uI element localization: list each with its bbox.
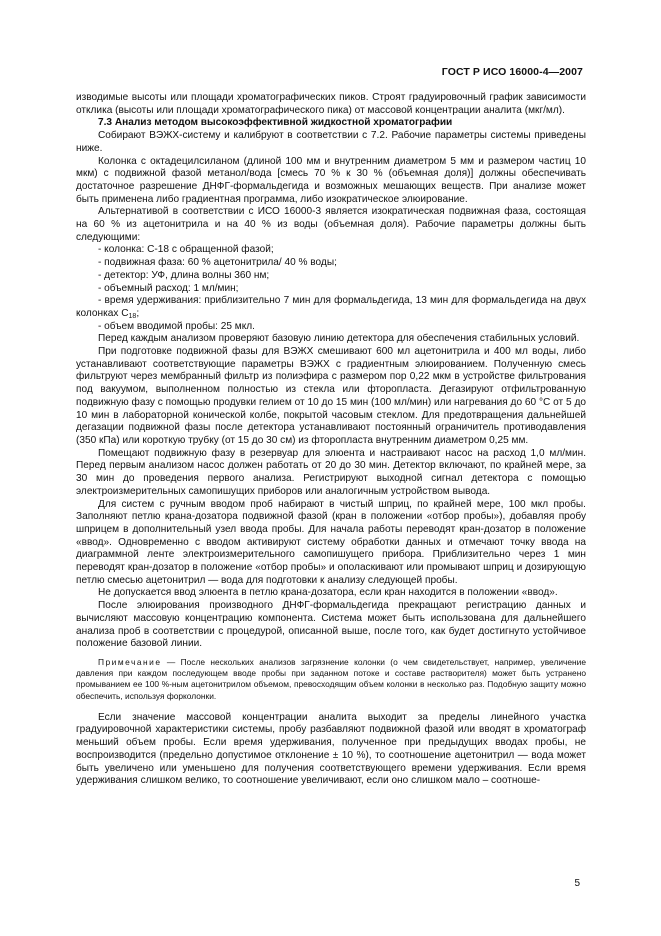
list-item: - подвижная фаза: 60 % ацетонитрила/ 40 % воды;	[98, 257, 337, 269]
paragraph: После элюирования производного ДНФГ-формальдегида прекращают регистрацию данных и вычисляют массовую концентрацию компонента. Система может быть использована для дальнейшего анализа проб в соответствии с процедурой, описанной выше, после того, как будет достигнуто устойчивое положение базовой линии.	[76, 600, 586, 650]
page-number: 5	[574, 878, 580, 889]
list-item: - объемный расход: 1 мл/мин;	[98, 282, 239, 294]
document-header: ГОСТ Р ИСО 16000-4—2007	[441, 66, 583, 78]
paragraph: При подготовке подвижной фазы для ВЭЖХ смешивают 600 мл ацетонитрила и 400 мл воды, либо устанавливают соответствующие параметры ВЭЖХ с градиентным элюированием. Полученную смесь фильтруют через мембранный фильтр из полиэфира с размером пор 0,22 мкм в устройстве фильтрования под вакуумом, выполненном полностью из стекла или фторопласта. Дегазируют отфильтрованную подвижную фазу с помощью продувки гелием от 10 до 15 мин (100 мл/мин) или нагревания до 60 °С от 5 до 10 мин в лабораторной конической колбе, покрытой часовым стеклом. Для предотвращения дальнейшей дегазации подвижной фазы после детектора устанавливают постоянный ограничитель противодавления (350 кПа) или короткую трубку (от 15 до 30 см) из фторопласта внутренним диаметром 0,25 мм.	[76, 346, 586, 446]
note-label: Примечание	[98, 656, 162, 667]
list-item-end: ;	[136, 307, 140, 319]
list-item: - детектор: УФ, длина волны 360 нм;	[98, 269, 270, 281]
paragraph: изводимые высоты или площади хроматографических пиков. Строят градуировочный график зависимости отклика (высоты или площади хроматографического пика) от массовой концентрации аналита (мкг/мл).	[76, 92, 586, 116]
paragraph: Перед каждым анализом проверяют базовую линию детектора для обеспечения стабильных условий.	[98, 333, 580, 345]
list-item: - объем вводимой пробы: 25 мкл.	[98, 320, 255, 332]
note	[76, 657, 586, 702]
document-body	[76, 92, 586, 788]
paragraph: Для систем с ручным вводом проб набирают в чистый шприц, по крайней мере, 100 мкл пробы. Заполняют петлю крана-дозатора подвижной фазой (кран в положении «отбор пробы»), добавляя пробу шприцем в дополнительный узел ввода пробы. Для начала работы переводят кран-дозатор в положение «ввод». Одновременно с вводом активируют систему обработки данных и отмечают точку ввода на диаграммной ленте электроизмерительного самопишущего прибора. Приблизительно через 1 мин переводят кран-дозатор в положение «отбор пробы» и ополаскивают или промывают шприц и дозирующую петлю смесью ацетонитрил — вода для подготовки к анализу следующей пробы.	[76, 498, 586, 586]
list-item-text: - время удерживания: приблизительно 7 мин для формальдегида, 13 мин для формальдегида на двух колонках С	[76, 295, 586, 319]
paragraph: Не допускается ввод элюента в петлю крана-дозатора, если кран находится в положении «ввод».	[98, 587, 558, 599]
subscript: 18	[128, 312, 137, 320]
note-text: — После нескольких анализов загрязнение колонки (о чем свидетельствует, например, увеличение давления при каждом последующем вводе пробы при заданном потоке и составе растворителя) может быть устранено промыванием ее 100 %-ным ацетонитрилом объемом, превосходящим объем колонки в несколько раз. Подобную защиту можно обеспечить, используя форколонки.	[76, 656, 586, 701]
paragraph: Собирают ВЭЖХ-систему и калибруют в соответствии с 7.2. Рабочие параметры системы приведены ниже.	[76, 130, 586, 154]
paragraph: Если значение массовой концентрации аналита выходит за пределы линейного участка градуировочной характеристики системы, пробу разбавляют подвижной фазой или вводят в хроматограф меньший объем пробы. Если время удерживания, полученное при предыдущих вводах пробы, не воспроизводится (предельно допустимое отклонение ± 10 %), то соотношение ацетонитрил — вода может быть увеличено или уменьшено для получения соответствующего времени удерживания. Если время удерживания слишком велико, то соотношение увеличивают, если оно слишком мало – соотноше-	[76, 711, 586, 787]
list-item: - колонка: С-18 с обращенной фазой;	[98, 244, 274, 256]
list-item	[76, 295, 586, 320]
paragraph: Колонка с октадецилсиланом (длиной 100 мм и внутренним диаметром 5 мм и размером частиц 10 мкм) с подвижной фазой метанол/вода [смесь 70 % к 30 % (объемная доля)] должны обеспечивать достаточное разрешение ДНФГ-формальдегида и возможных мешающих веществ. При анализе может быть применена либо градиентная программа, либо изократическое элюирование.	[76, 155, 586, 205]
paragraph: Помещают подвижную фазу в резервуар для элюента и настраивают насос на расход 1,0 мл/мин. Перед первым анализом насос должен работать от 20 до 30 мин. Детектор включают, по крайней мере, за 30 мин до проведения первого анализа. Регистрируют выходной сигнал детектора с помощью электроизмерительных самопишущих приборов или аналогичным устройством вывода.	[76, 447, 586, 497]
section-heading: 7.3 Анализ методом высокоэффективной жидкостной хроматографии	[98, 117, 453, 129]
paragraph: Альтернативой в соответствии с ИСО 16000-3 является изократическая подвижная фаза, состоящая на 60 % из ацетонитрила и на 40 % из воды (объемная доля). Рабочие параметры должны быть следующими:	[76, 206, 586, 243]
